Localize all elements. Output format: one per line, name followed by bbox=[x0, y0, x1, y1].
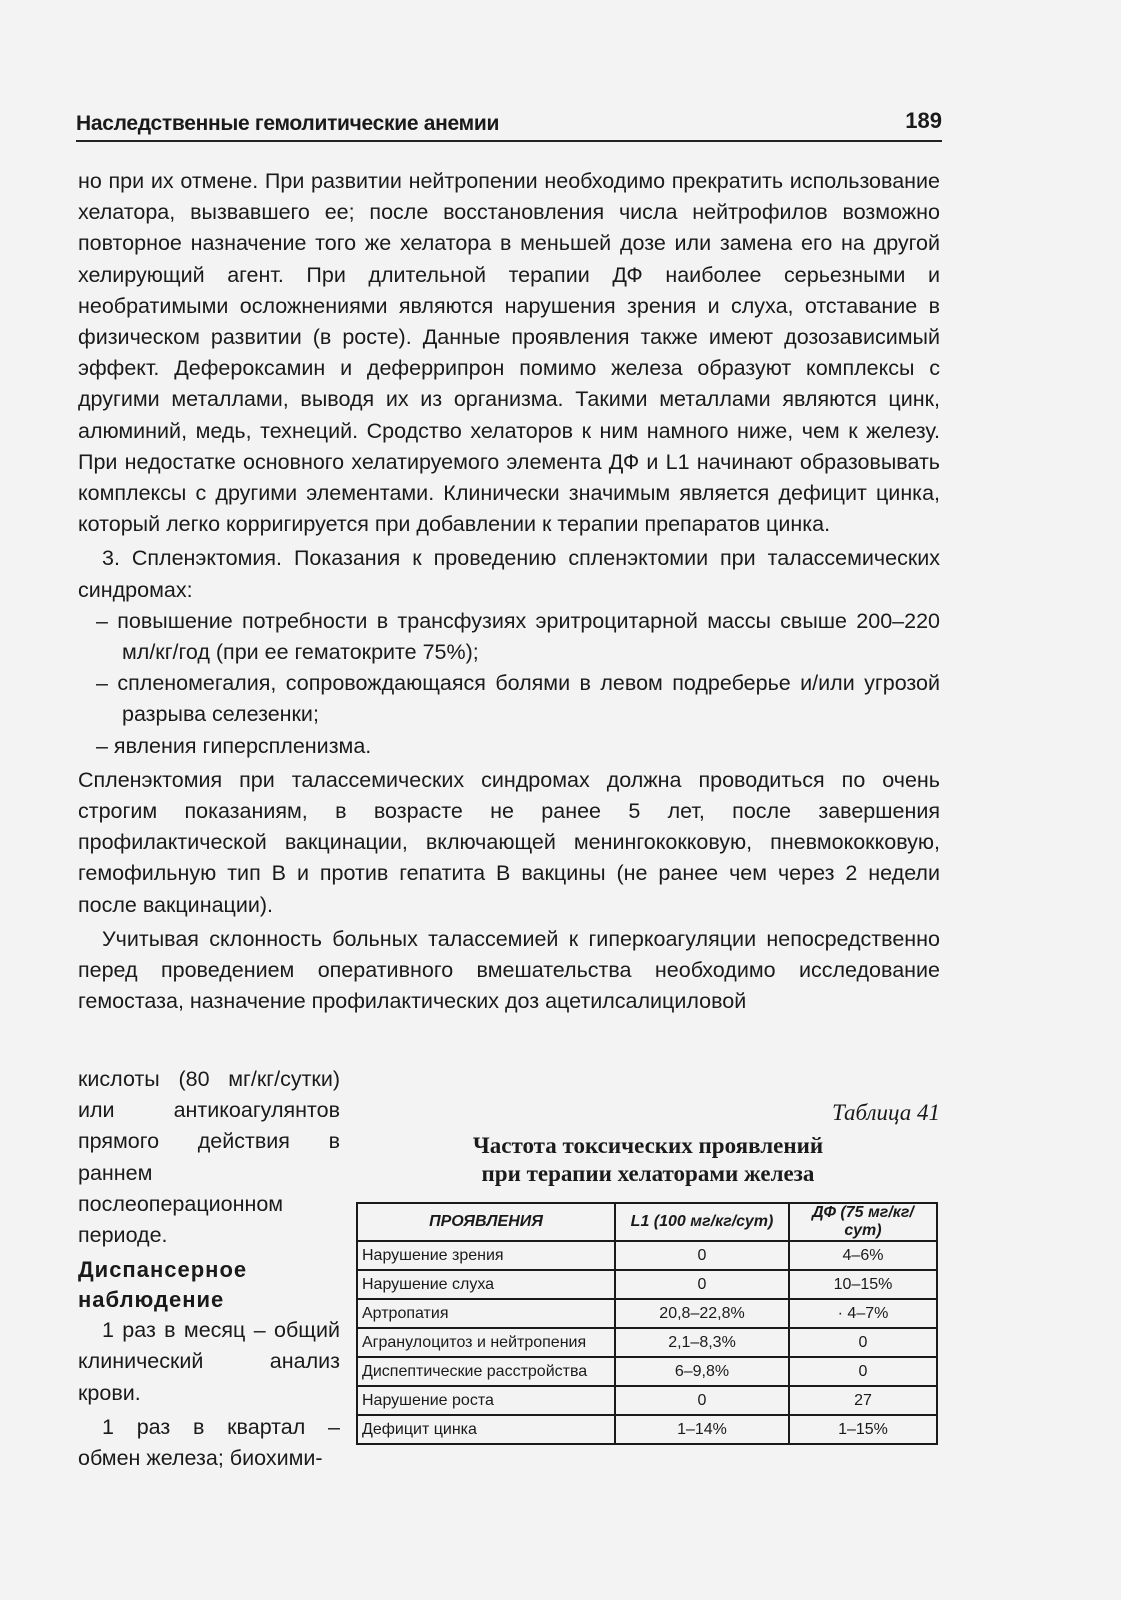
main-text bbox=[78, 166, 940, 1017]
table-label: Таблица 41 bbox=[831, 1100, 940, 1125]
table-cell: Дефицит цинка bbox=[357, 1415, 615, 1444]
table-cell: 0 bbox=[789, 1328, 937, 1357]
page-number: 189 bbox=[905, 108, 942, 133]
paragraph-4: Учитывая склонность больных талассемией к гиперкоагуляции непосредственно перед проведением оперативного вмешательства необходимо исследование гемостаза, назначение профилактических доз ацетилсалициловой bbox=[78, 926, 940, 1014]
toxicity-table bbox=[356, 1202, 938, 1445]
paragraph-6: 1 раз в месяц – общий клинический анализ крови. bbox=[78, 1318, 340, 1405]
table-header-row bbox=[357, 1203, 937, 1241]
table-cell: Диспептические расстройства bbox=[357, 1357, 615, 1386]
table-cell: 0 bbox=[615, 1270, 789, 1299]
subheading-dispensary: Диспансерное наблюдение bbox=[78, 1257, 248, 1313]
table-cell: 10–15% bbox=[789, 1270, 937, 1299]
table-row bbox=[357, 1270, 937, 1299]
table-title-line: при терапии хелаторами железа bbox=[481, 1161, 815, 1186]
table-row bbox=[357, 1299, 937, 1328]
table-cell: 20,8–22,8% bbox=[615, 1299, 789, 1328]
table-title-line: Частота токсических проявлений bbox=[472, 1133, 824, 1158]
running-title: Наследственные гемолитические анемии bbox=[76, 112, 500, 135]
column-header: ДФ (75 мг/кг/сут) bbox=[789, 1203, 937, 1241]
paragraph-1: но при их отмене. При развитии нейтропении необходимо прекратить использование хелатора, вызвавшего ее; после восстановления числа нейтрофилов возможно повторное назначение того же хелатора в меньшей дозе или замена его на другой хелирующий агент. При длительной терапии ДФ наиболее серьезными и необратимыми осложнениями являются нарушения зрения и слуха, отставание в физическом развитии (в росте). Данные проявления также имеют дозозависимый эффект. Дефероксамин и деферрипрон помимо железа образуют комплексы с другими металлами, выводя их из организма. Такими металлами являются цинк, алюминий, медь, технеций. Сродство хелаторов к ним намного ниже, чем к железу. При недостатке основного хелатируемого элемента ДФ и L1 начинают образовывать комплексы с другими элементами. Клинически значимым является дефицит цинка, который легко корригируется при добавлении к терапии препаратов цинка. bbox=[78, 169, 940, 537]
table-cell: Артропатия bbox=[357, 1299, 615, 1328]
list-item: – явления гиперспленизма. bbox=[96, 733, 372, 758]
table-block bbox=[356, 1100, 940, 1445]
table-row bbox=[357, 1386, 937, 1415]
table-cell: 0 bbox=[615, 1241, 789, 1270]
list-item: – спленомегалия, сопровождающаяся болями в левом подреберье и/или угрозой разрыва селезенки; bbox=[96, 671, 940, 727]
column-header: L1 (100 мг/кг/сут) bbox=[615, 1203, 789, 1241]
table-row bbox=[357, 1357, 937, 1386]
table-cell: · 4–7% bbox=[789, 1299, 937, 1328]
table-cell: 6–9,8% bbox=[615, 1357, 789, 1386]
page-header bbox=[76, 106, 942, 142]
table-cell: Нарушение роста bbox=[357, 1386, 615, 1415]
paragraph-2: 3. Спленэктомия. Показания к проведению спленэктомии при талассемических синдромах: bbox=[78, 546, 940, 602]
table-row bbox=[357, 1241, 937, 1270]
table-row bbox=[357, 1415, 937, 1444]
table-cell: 1–15% bbox=[789, 1415, 937, 1444]
table-cell: Нарушение зрения bbox=[357, 1241, 615, 1270]
table-cell: 4–6% bbox=[789, 1241, 937, 1270]
list-item: – повышение потребности в трансфузиях эритроцитарной массы свыше 200–220 мл/кг/год (при ее гематокрите 75%); bbox=[96, 608, 940, 665]
column-header: ПРОЯВЛЕНИЯ bbox=[357, 1203, 615, 1241]
table-title bbox=[356, 1132, 940, 1188]
table-cell: Нарушение слуха bbox=[357, 1270, 615, 1299]
table-row bbox=[357, 1328, 937, 1357]
table-cell: Агранулоцитоз и нейтропения bbox=[357, 1328, 615, 1357]
table-cell: 2,1–8,3% bbox=[615, 1328, 789, 1357]
left-column-text bbox=[78, 1064, 340, 1474]
table-cell: 0 bbox=[615, 1386, 789, 1415]
paragraph-7: 1 раз в квартал – обмен железа; биохими- bbox=[78, 1414, 340, 1471]
paragraph-3: Спленэктомия при талассемических синдромах должна проводиться по очень строгим показаниям, в возрасте не ранее 5 лет, после завершения профилактической вакцинации, включающей менингококковую, пневмококковую, гемофильную тип В и против гепатита В вакцины (не ранее чем через 2 недели после вакцинации). bbox=[78, 767, 940, 917]
table-cell: 1–14% bbox=[615, 1415, 789, 1444]
table-cell: 27 bbox=[789, 1386, 937, 1415]
table-cell: 0 bbox=[789, 1357, 937, 1386]
paragraph-5: кислоты (80 мг/кг/сутки) или антикоагулянтов прямого действия в раннем послеоперационном периоде. bbox=[78, 1067, 340, 1248]
